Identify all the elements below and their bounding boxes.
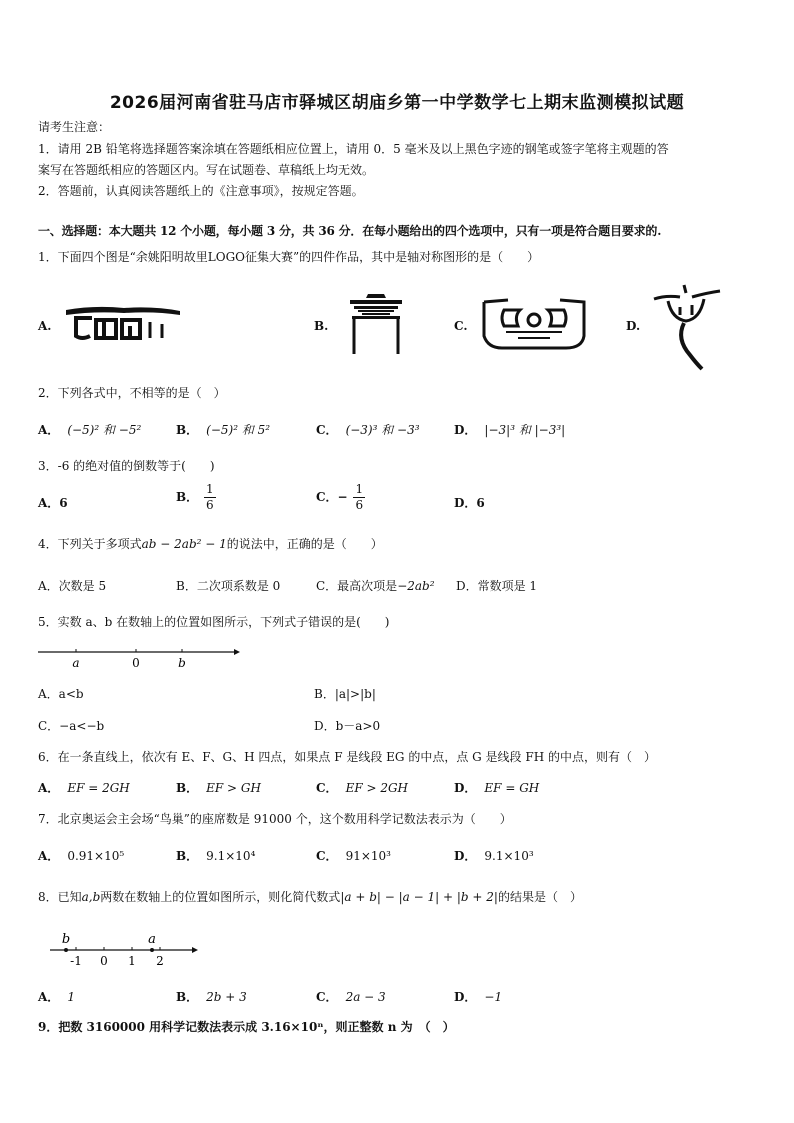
q6-option-a: A． EF = 2GH: [38, 781, 130, 795]
q1-stem: 1．下面四个图是“余姚阳明故里LOGO征集大赛”的四件作品，其中是轴对称图形的是（ ）: [38, 250, 540, 264]
q6-stem: 6．在一条直线上，依次有 E、F、G、H 四点，如果点 F 是线段 EG 的中点，点 G 是线段 FH 的中点，则有（ ）: [38, 750, 656, 764]
logo-b-image: [346, 292, 406, 356]
logo-d-image: [650, 283, 722, 371]
q9-stem: 9．把数 3160000 用科学记数法表示成 3.16×10ⁿ，则正整数 n 为 （ ）: [38, 1020, 455, 1034]
q3-option-d: D．6: [454, 496, 485, 510]
q8-tick-1: 1: [128, 954, 136, 968]
q7-option-d: D． 9.1×10³: [454, 849, 534, 863]
q1-option-b-label: B.: [314, 319, 329, 333]
q3-stem: 3．-6 的绝对值的倒数等于( ): [38, 459, 215, 473]
q6-option-d: D． EF = GH: [454, 781, 540, 795]
q8-tick-minus-1: -1: [70, 954, 82, 968]
q1-option-d-label: D.: [626, 319, 641, 333]
q2-stem: 2．下列各式中，不相等的是（ ）: [38, 386, 226, 400]
q1-option-c-label: C.: [454, 319, 468, 333]
q7-option-a: A． 0.91×10⁵: [38, 849, 125, 863]
q8-option-b: B． 2b + 3: [176, 990, 247, 1004]
q5-axis-label-0: 0: [132, 656, 140, 670]
q7-stem: 7．北京奥运会主会场“鸟巢”的座席数是 91000 个，这个数用科学记数法表示为（ ）: [38, 812, 512, 826]
q5-axis-label-a: a: [72, 656, 80, 670]
q8-tick-0: 0: [100, 954, 108, 968]
q1-option-a-label: A.: [38, 319, 52, 333]
notice-item-2: 2．答题前，认真阅读答题纸上的《注意事项》，按规定答题。: [38, 184, 364, 198]
notice-item-1b: 案写在答题纸相应的答题区内。写在试题卷、草稿纸上均无效。: [38, 163, 375, 177]
q3-option-c: C．− $\frac{1}{6}$: [316, 482, 364, 512]
q4-option-b: B．二次项系数是 0: [176, 579, 281, 593]
q2-option-b: B． (−5)² 和 5²: [176, 423, 271, 437]
q2-option-d: D． |−3|³ 和 |−3³|: [454, 423, 566, 437]
q5-stem: 5．实数 a、b 在数轴上的位置如图所示，下列式子错误的是( ): [38, 615, 390, 629]
q8-number-line: [48, 928, 200, 968]
logo-c-image: [478, 296, 590, 352]
q8-axis-label-a: a: [148, 932, 156, 947]
section-heading: 一、选择题：本大题共 12 个小题，每小题 3 分，共 36 分．在每小题给出的四个选项中，只有一项是符合题目要求的.: [38, 224, 662, 238]
q8-stem: 8．已知a,b两数在数轴上的位置如图所示，则化简代数式|a + b| − |a − 1| + |b + 2|的结果是（ ）: [38, 890, 582, 904]
q8-axis-label-b: b: [61, 932, 71, 947]
q8-option-a: A． 1: [38, 990, 75, 1004]
q3-option-a: A．6: [38, 496, 68, 510]
notice-item-1a: 1．请用 2B 铅笔将选择题答案涂填在答题纸相应位置上，请用 0．5 毫米及以上黑色字迹的钢笔或签字笔将主观题的答: [38, 142, 669, 156]
q5-option-b: B．|a|>|b|: [314, 687, 376, 701]
q5-option-a: A．a<b: [38, 687, 84, 701]
q8-option-d: D． −1: [454, 990, 503, 1004]
q6-option-c: C． EF > 2GH: [316, 781, 409, 795]
q3-option-c-fraction: $\frac{1}{6}$: [355, 482, 364, 512]
page-title: 2026届河南省驻马店市驿城区胡庙乡第一中学数学七上期末监测模拟试题: [109, 93, 685, 113]
q7-option-c: C． 91×10³: [316, 849, 391, 863]
q8-tick-2: 2: [156, 954, 164, 968]
q4-stem: 4．下列关于多项式ab − 2ab² − 1的说法中，正确的是（ ）: [38, 537, 383, 551]
q5-number-line: [36, 644, 242, 670]
q4-option-c: C．最高次项是−2ab²: [316, 579, 435, 593]
q2-option-c: C． (−3)³ 和 −3³: [316, 423, 420, 437]
notice-heading: 请考生注意：: [38, 120, 111, 134]
q6-option-b: B． EF > GH: [176, 781, 261, 795]
q2-option-a: A． (−5)² 和 −5²: [38, 423, 142, 437]
q4-option-d: D．常数项是 1: [456, 579, 538, 593]
q3-option-b-fraction: $\frac{1}{6}$: [205, 482, 214, 512]
q5-axis-label-b: b: [178, 656, 186, 670]
q4-option-a: A．次数是 5: [38, 579, 107, 593]
logo-a-image: [64, 302, 182, 346]
q5-option-c: C．−a<−b: [38, 719, 105, 733]
q8-option-c: C． 2a − 3: [316, 990, 386, 1004]
q5-option-d: D．b－a>0: [314, 719, 381, 733]
q7-option-b: B． 9.1×10⁴: [176, 849, 256, 863]
q3-option-b: B． $\frac{1}{6}$: [176, 482, 214, 512]
